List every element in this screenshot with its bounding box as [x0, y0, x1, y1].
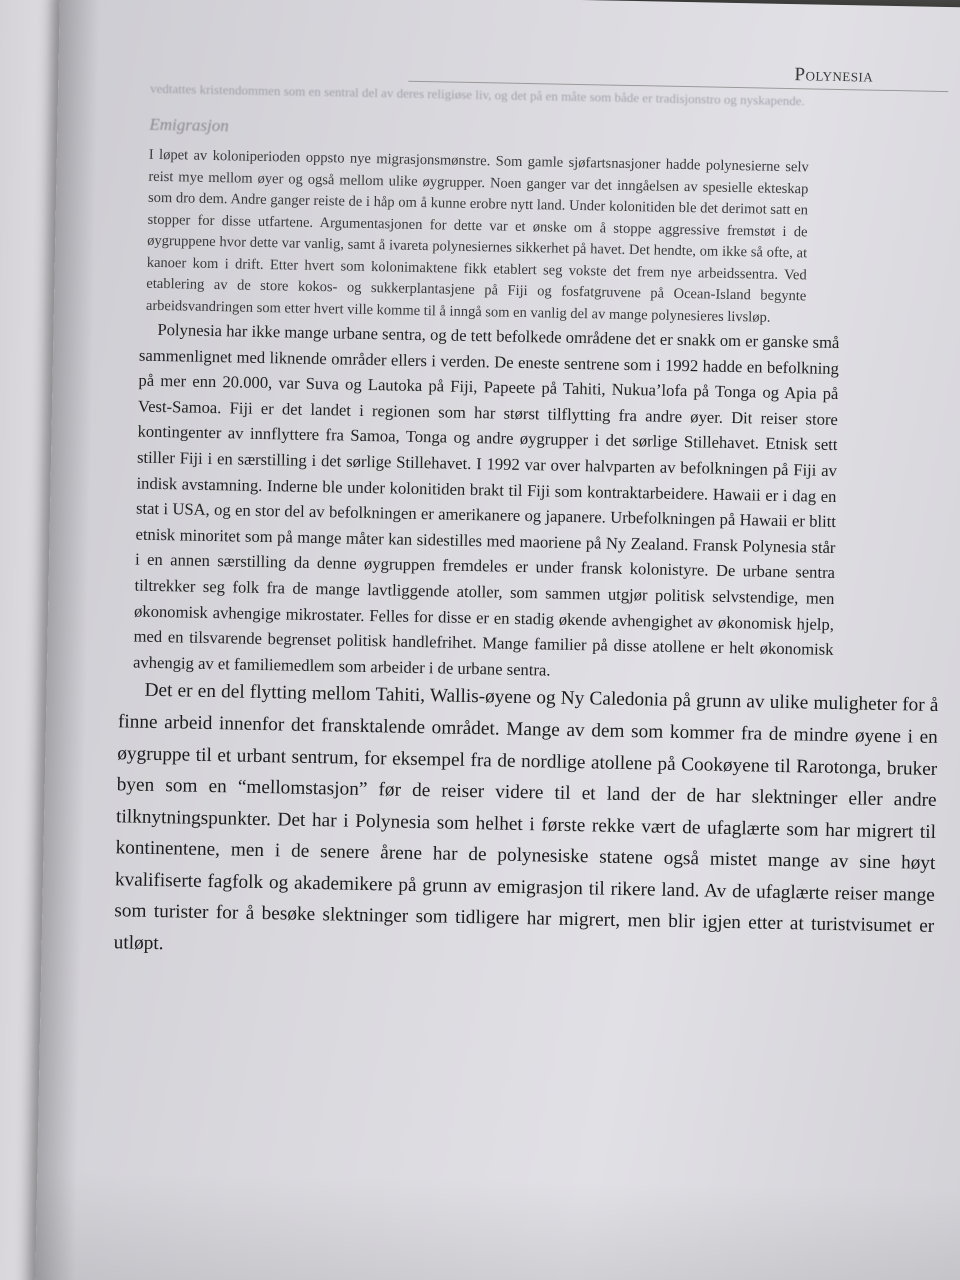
- fragment-line: [0, 35, 1, 60]
- top-fragment-text: vedtattes kristendommen som en sentral del av deres religiøse liv, og det på en måte som både er tradisjonstro og nyskapende.: [149, 80, 805, 109]
- fragment-line: [0, 0, 2, 12]
- text-column: [113, 80, 939, 972]
- section-heading: Emigrasjon: [149, 114, 229, 136]
- paragraph-3: Det er en del flytting mellom Tahiti, Wallis-øyene og Ny Caledonia på grunn av ulike muligheter for å finne arbeid innenfor det fransktalende området. Mange av dem som kommer fra de mindre øyene i en øygruppe til et urbant sentrum, for eksempel fra de nordlige atollene på Cookøyene til Rarotonga, bruker byen som en “mellomstasjon” før de reiser videre til et land der de har slektninger eller andre tilknytningspunkter. Det har i Polynesia som helhet i første rekke vært de ufaglærte som har migrert til kontinentene, men i de senere årene har de polynesiske statene også mistet mange av sine høyt kvalifiserte fagfolk og akademikere på grunn av emigrasjon til rikere land. Av de ufaglærte reiser mange som turister for å besøke slektninger som tidligere har migrert, men blir igjen etter at turistvisumet er utløpt.: [113, 680, 939, 955]
- paragraph-2: Polynesia har ikke mange urbane sentra, og de tett befolkede områdene det er snakk om er ganske små sammenlignet med liknende områder ellers i verden. De eneste sentrene som i 1992 hadde en befolkning på mer enn 20.000, var Suva og Lautoka på Fiji, Papeete på Tahiti, Nukua’lofa på Tonga og Apia på Vest-Samoa. Fiji er det landet i regionen som har størst tilflytting fra andre øyer. Dit reiser store kontingenter av innflyttere fra Samoa, Tonga og andre øygrupper i det sørlige Stillehavet. Etnisk sett stiller Fiji i en særstilling i det sørlige Stillehavet. I 1992 var over halvparten av befolkningen på Fiji av indisk avstamning. Inderne ble under kolonitiden brakt til Fiji som kontraktarbeidere. Hawaii er i dag en stat i USA, og en stor del av befolkningen er amerikanere og japanere. Urbefolkningen på Hawaii er blitt etnisk minoritet som på mange måter kan sidestilles med maoriene på Ny Zealand. Fransk Polynesia står i en annen særstilling da denne øygruppen fremdeles er under fransk kolonistyre. De urbane sentra tiltrekker seg folk fra de mange lavtliggende atoller, som sammen utgjør politisk selvstendige, men økonomisk avhengige mikrostater. Felles for disse er en stadig økende avhengighet av økonomisk hjelp, med en tilsvarende begrenset politisk handlefrihet. Mange familier på disse atollene er helt økonomisk avhengig av et familiemedlem som arbeider i de urbane sentra.: [132, 319, 840, 680]
- adjacent-page-text: [0, 0, 2, 132]
- book-page: [35, 0, 960, 1280]
- page-shadow: [35, 1170, 960, 1280]
- running-head: Polynesia: [794, 64, 874, 87]
- fragment-line: [0, 11, 1, 36]
- paragraph-1: I løpet av koloniperioden oppsto nye migrasjonsmønstre. Som gamle sjøfartsnasjoner hadde polynesierne selv reist mye mellom øyer og også mellom ulike øygrupper. Noen ganger var det inngåelsen av spesielle ekteskap som dro dem. Andre ganger reiste de i håp om å kunne erobre nytt land. Under kolonitiden ble det derimot satt en stopper for disse utfartene. Argumentasjonen for dette var et ønske om å stoppe aggressive fremstøt i de øygruppene hvor dette var vanlig, samt å ivareta polynesiernes sikkerhet på havet. Det hendte, om ikke så ofte, at kanoer kom i drift. Etter hvert som kolonimaktene fikk etablert seg vokste det frem nye arbeidssentra. Ved etablering av de store kokos- og sukkerplantasjene på Fiji og fosfatgruvene på Ocean-Island begynte arbeidsvandringen som etter hvert ville komme til å inngå som en vanlig del av mange polynesieres livsløp.: [145, 146, 809, 326]
